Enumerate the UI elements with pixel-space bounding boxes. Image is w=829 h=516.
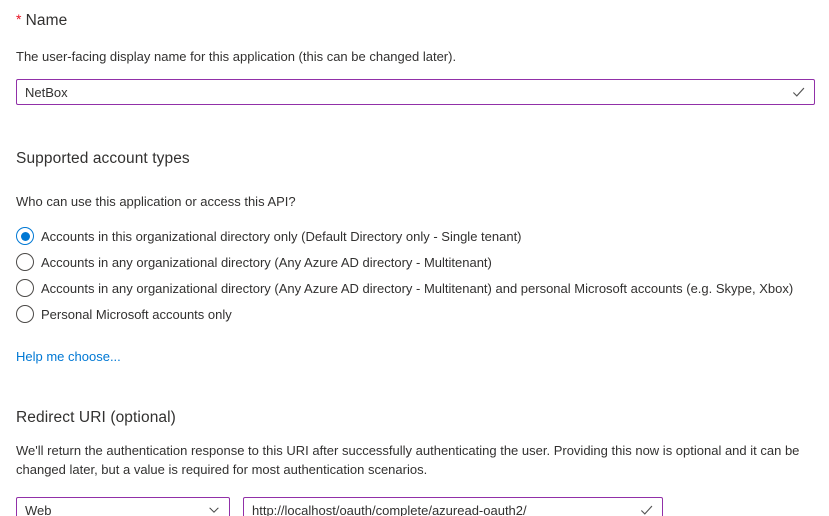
radio-button[interactable] (16, 227, 34, 245)
platform-dropdown[interactable] (16, 497, 230, 516)
redirect-uri-section-title: Redirect URI (optional) (16, 409, 176, 426)
radio-option-single-tenant[interactable] (16, 223, 813, 249)
platform-dropdown-value: Web (25, 502, 52, 516)
name-input[interactable] (17, 85, 814, 100)
radio-option-multitenant-personal[interactable] (16, 275, 813, 301)
radio-option-label: Accounts in this organizational directory only (Default Directory only - Single tenant) (41, 228, 522, 244)
chevron-down-icon (207, 503, 221, 516)
radio-button[interactable] (16, 305, 34, 323)
required-asterisk: * (16, 11, 22, 27)
account-types-question: Who can use this application or access this API? (16, 194, 296, 209)
redirect-uri-input-container (243, 497, 663, 516)
radio-option-label: Personal Microsoft accounts only (41, 306, 232, 322)
name-input-container (16, 79, 815, 105)
radio-button[interactable] (16, 279, 34, 297)
redirect-uri-description: We'll return the authentication response to this URI after successfully authenticating the user. Providing this now is optional and it can be changed later, but a value is required for most authentication scenarios. (16, 443, 800, 477)
radio-option-multitenant[interactable] (16, 249, 813, 275)
redirect-uri-row (16, 497, 813, 516)
radio-button[interactable] (16, 253, 34, 271)
name-section-title (16, 11, 813, 30)
account-types-radio-group (16, 223, 813, 327)
name-description: The user-facing display name for this application (this can be changed later). (16, 49, 457, 64)
radio-option-personal-only[interactable] (16, 301, 813, 327)
account-types-section-title: Supported account types (16, 150, 190, 167)
redirect-uri-input[interactable] (244, 503, 662, 516)
name-title-text: Name (25, 12, 68, 29)
help-me-choose-link[interactable]: Help me choose... (16, 349, 121, 364)
radio-option-label: Accounts in any organizational directory (Any Azure AD directory - Multitenant) and personal Microsoft accounts (e.g. Skype, Xbox) (41, 280, 794, 296)
radio-option-label: Accounts in any organizational directory (Any Azure AD directory - Multitenant) (41, 254, 492, 270)
